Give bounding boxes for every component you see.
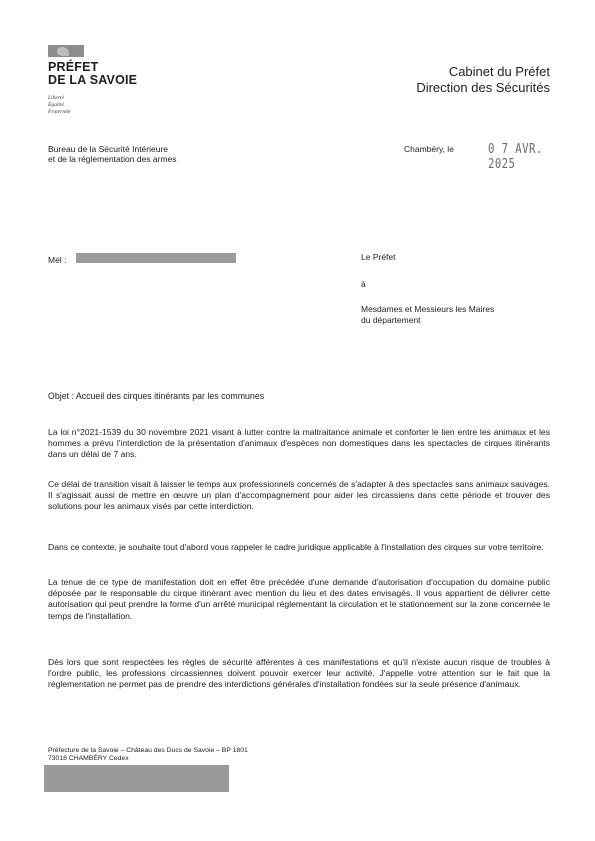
motto-egalite: Égalité: [48, 102, 64, 108]
logo-line-1: PRÉFET: [48, 60, 99, 74]
issuing-office: [416, 64, 550, 95]
logo-line-2: DE LA SAVOIE: [48, 73, 138, 87]
body-paragraph-2: Ce délai de transition visait à laisser le temps aux professionnels concernés de s'adapter à des spectacles sans animaux sauvages. Il s'agissait aussi de mettre en œuvre un plan d'accompagnement pour aider les circassiens dans cette période et trouver des solutions pour les animaux visés par cette interdiction.: [48, 479, 550, 512]
recipient-block: [361, 304, 494, 325]
footer-address: [48, 747, 248, 764]
republic-motto: [48, 95, 71, 116]
body-paragraph-4: La tenue de ce type de manifestation doit en effet être précédée d'une demande d'autorisation d'occupation du domaine public déposée par le responsable du cirque itinérant avec mention du lieu et des dates envisagés. Il vous appartient de délivrer cette autorisation qui peut prendre la forme d'un arrêté municipal réglementant la circulation et le stationnement sur la zone concernée le temps de l'installation.: [48, 577, 550, 621]
bureau-block: [48, 144, 177, 164]
cabinet-label: Cabinet du Préfet: [448, 64, 550, 79]
recipient-line-2: du département: [361, 314, 421, 325]
prefecture-logo-text: [48, 61, 137, 87]
subject-line: Objet : Accueil des cirques itinérants par les communes: [48, 391, 265, 401]
footer-line-1: Préfecture de la Savoie – Château des Ducs de Savoie – BP 1801: [48, 747, 248, 754]
direction-label: Direction des Sécurités: [416, 79, 550, 95]
body-paragraph-5: Dès lors que sont respectées les règles de sécurité afférentes à ces manifestations et qu'il n'existe aucun risque de troubles à l'ordre public, les professions circassiennes doivent pouvoir exercer leur activité. J'appelle votre attention sur le fait que la réglementation ne permet pas de prendre des interdictions générales d'installation fondées sur la seule présence d'animaux.: [48, 657, 550, 690]
motto-fraternite: Fraternité: [48, 109, 71, 115]
marianne-logo-icon: [48, 45, 84, 57]
body-paragraph-3: Dans ce contexte, je souhaite tout d'abord vous rappeler le cadre juridique applicable à l'installation des cirques sur votre territoire.: [48, 542, 544, 552]
sender-label: Le Préfet: [361, 252, 396, 262]
motto-liberte: Liberté: [48, 95, 64, 101]
redacted-contact: [44, 765, 229, 792]
bureau-line-1: Bureau de la Sécurité Intérieure: [48, 144, 169, 154]
email-label: Mél :: [48, 255, 67, 265]
recipient-line-1: Mesdames et Messieurs les Maires: [361, 304, 495, 314]
body-paragraph-1: La loi n°2021-1539 du 30 novembre 2021 visant à lutter contre la maltraitance animale et conforter le lien entre les animaux et les hommes a prévu l'interdiction de la présentation d'animaux d'espèces non domestiques dans les spectacles de cirques itinérants dans un délai de 7 ans.: [48, 427, 550, 460]
footer-line-2: 73018 CHAMBÉRY Cedex: [48, 755, 129, 763]
date-stamp: 0 7 AVR. 2025: [488, 142, 543, 172]
place-label: Chambéry, le: [404, 144, 454, 154]
bureau-line-2: et de la réglementation des armes: [48, 154, 177, 164]
to-label: à: [361, 279, 366, 289]
redacted-email: [76, 253, 236, 263]
